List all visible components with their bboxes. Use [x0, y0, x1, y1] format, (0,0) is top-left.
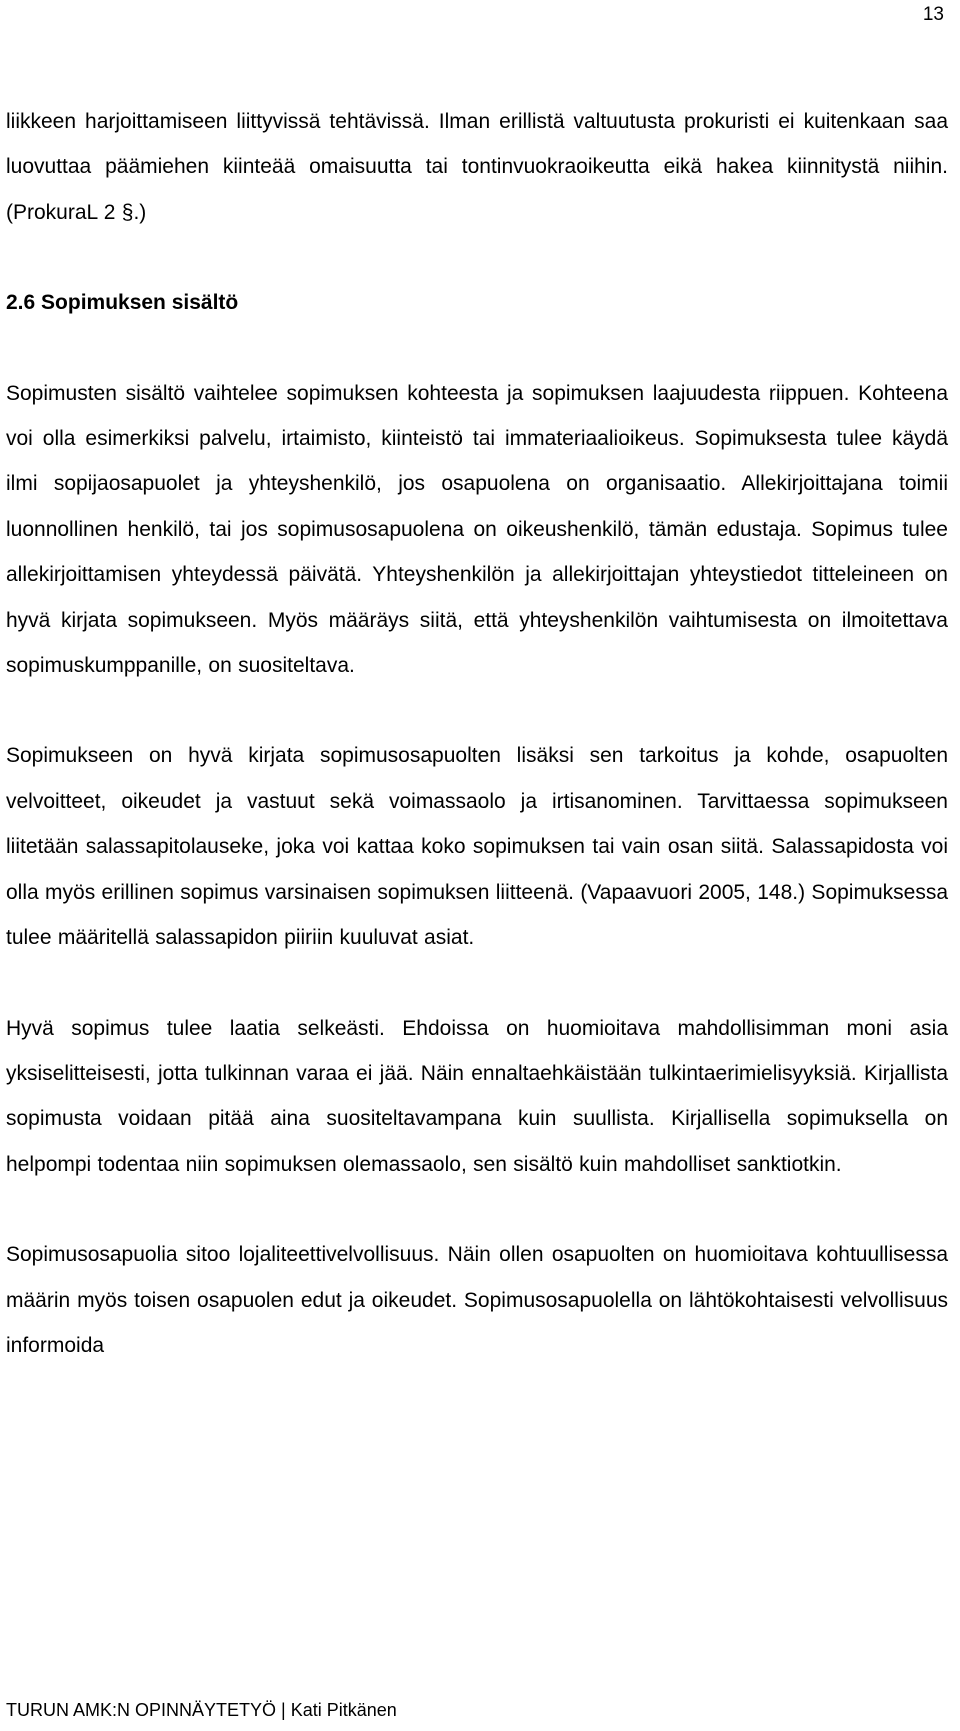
page-footer: TURUN AMK:N OPINNÄYTETYÖ | Kati Pitkänen — [6, 1700, 397, 1720]
spacer — [6, 961, 948, 1006]
section-heading: 2.6 Sopimuksen sisältö — [6, 291, 239, 315]
paragraph-contract-terms: Sopimukseen on hyvä kirjata sopimusosapuolten lisäksi sen tarkoitus ja kohde, osapuolten velvoitteet, oikeudet ja vastuut sekä voimassaolo ja irtisanominen. Tarvittaessa sopimukseen liitetään salassapitolauseke, joka voi kattaa koko sopimuksen tai vain osan siitä. Salassapidosta voi olla myös erillinen sopimus varsinaisen sopimuksen liitteenä. (Vapaavuori 2005, 148.) Sopimuksessa tulee määritellä salassapidon piiriin kuuluvat asiat. — [6, 744, 948, 950]
intro-paragraph: liikkeen harjoittamiseen liittyvissä tehtävissä. Ilman erillistä valtuutusta prokuristi ei kuitenkaan saa luovuttaa päämiehen kiinteää omaisuutta tai tontinvuokraoikeutta eikä hakea kiinnitystä niihin. (ProkuraL 2 §.) — [6, 110, 948, 224]
paragraph-contract-content: Sopimusten sisältö vaihtelee sopimuksen kohteesta ja sopimuksen laajuudesta riippuen. Kohteena voi olla esimerkiksi palvelu, irtaimisto, kiinteistö tai immateriaalioikeus. Sopimuksesta tulee käydä ilmi sopijaosapuolet ja yhteyshenkilö, jos osapuolena on organisaatio. Allekirjoittajana toimii luonnollinen henkilö, tai jos sopimusosapuolena on oikeushenkilö, tämän edustaja. Sopimus tulee allekirjoittamisen yhteydessä päivätä. Yhteyshenkilön ja allekirjoittajan yhteystiedot titteleineen on hyvä kirjata sopimukseen. Myös määräys siitä, että yhteyshenkilön vaihtumisesta on ilmoitettava sopimuskumppanille, on suositeltava. — [6, 381, 948, 678]
paragraph-good-contract: Hyvä sopimus tulee laatia selkeästi. Ehdoissa on huomioitava mahdollisimman moni asia yksiselitteisesti, jotta tulkinnan varaa ei jää. Näin ennaltaehkäistään tulkintaerimielisyyksiä. Kirjallista sopimusta voidaan pitää aina suositeltavampana kuin suullista. Kirjallisella sopimuksella on helpompi todentaa niin sopimuksen olemassaolo, sen sisältö kuin mahdolliset sanktiotkin. — [6, 1016, 948, 1176]
paragraph-loyalty: Sopimusosapuolia sitoo lojaliteettivelvollisuus. Näin ollen osapuolten on huomioitava kohtuullisessa määrin myös toisen osapuolen edut ja oikeudet. Sopimusosapuolella on lähtökohtaisesti velvollisuus informoida — [6, 1243, 948, 1357]
spacer — [6, 688, 948, 733]
page-number: 13 — [922, 4, 944, 25]
spacer — [6, 235, 948, 280]
spacer — [6, 1187, 948, 1232]
document-body — [6, 99, 948, 1368]
spacer — [6, 326, 948, 371]
